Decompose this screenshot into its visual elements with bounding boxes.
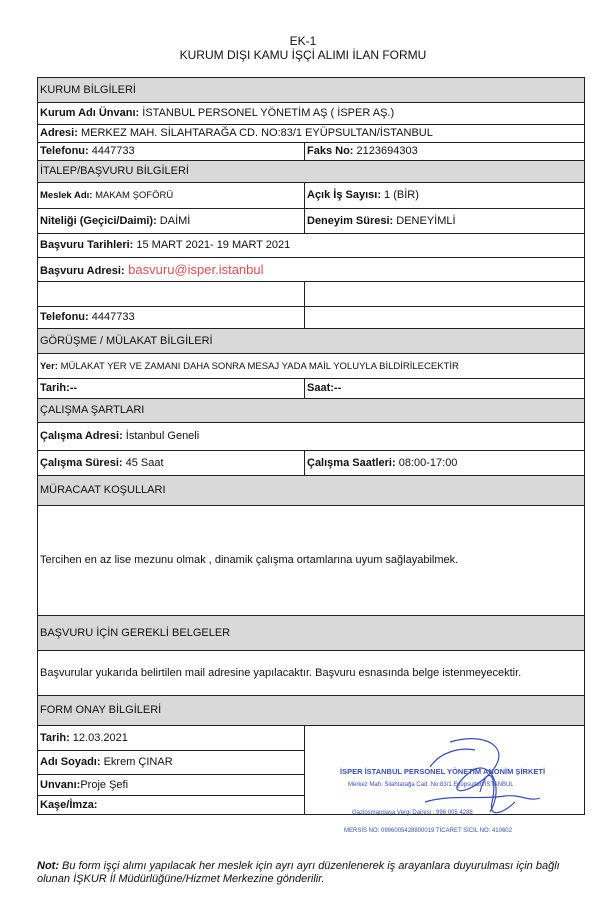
mulakat-tarih-cell: Tarih:-- [38,379,305,399]
kurum-adres-cell: Adresi: MERKEZ MAH. SİLAHTARAĞA CD. NO:83/1 EYÜPSULTAN/İSTANBUL [38,125,585,143]
empty-cell-right [305,282,585,307]
meslek-cell: Meslek Adı: MAKAM ŞOFÖRÜ [38,183,305,209]
talep-tel-cell: Telefonu: 4447733 [38,307,305,329]
onay-unvan-cell: Unvanı:Proje Şefi [38,775,305,796]
footer-note: Not: Bu form işçi alımı yapılacak her meslek için ayrı ayrı düzenlenerek iş arayanlara duyurulması için bağlı olunan İŞKUR İl Müdürlüğüne/Hizmet Merkezine gönderilir. [37,860,560,885]
kurum-section [38,78,585,103]
kurum-faks-cell: Faks No: 2123694303 [305,143,585,161]
acik-is-cell: Açık İş Sayısı: 1 (BİR) [305,183,585,209]
onay-ad-cell: Adı Soyadı: Ekrem ÇINAR [38,751,305,775]
kurum-section-title: KURUM BİLGİLERİ [38,78,585,103]
onay-tarih-cell: Tarih: 12.03.2021 [38,726,305,751]
form-table-top [37,77,585,815]
gorusme-section-title: GÖRÜŞME / MÜLAKAT BİLGİLERİ [38,329,585,354]
stamp-line2: Merkez Mah. Silahtarağa Cad. No:83/1 Eyüpsultan/İSTANBUL [348,782,514,788]
calisma-sure-cell: Çalışma Süresi: 45 Saat [38,451,305,476]
form-code: EK-1 [289,34,317,48]
basvuru-tarih-cell: Başvuru Tarihleri: 15 MART 2021- 19 MART 2021 [38,234,585,258]
kase-imza-cell: Kaşe/İmza: [38,796,305,815]
calisma-adres-cell: Çalışma Adresi: İstanbul Geneli [38,423,585,451]
muracaat-section-title: MÜRACAAT KOŞULLARI [38,476,585,506]
form-title: KURUM DIŞI KAMU İŞÇİ ALIMI İLAN FORMU [179,48,427,62]
mulakat-saat-cell: Saat:-- [305,379,585,399]
muracaat-text-cell: Tercihen en az lise mezunu olmak , dinamik çalışma ortamlarına uyum sağlayabilmek. [38,506,585,616]
empty-cell-left [38,282,305,307]
stamp-line1: İSPER İSTANBUL PERSONEL YÖNETİM ANONİM ŞİRKETİ [340,767,546,776]
basvuru-adres-cell: Başvuru Adresi: basvuru@isper.istanbul [38,258,585,282]
calisma-saat-cell: Çalışma Saatleri: 08:00-17:00 [305,451,585,476]
talep-tel-right-cell [305,307,585,329]
stamp-cell [305,726,585,815]
mulakat-yer-cell: Yer: MÜLAKAT YER VE ZAMANI DAHA SONRA MESAJ YADA MAİL YOLUYLA BİLDİRİLECEKTİR [38,354,585,379]
belgeler-section-title: BAŞVURU İÇİN GEREKLİ BELGELER [38,616,585,651]
belgeler-text-cell: Başvurular yukarıda belirtilen mail adresine yapılacaktır. Başvuru esnasında belge istenmeyecektir. [38,651,585,696]
calisma-section-title: ÇALIŞMA ŞARTLARI [38,399,585,423]
kurum-tel-cell: Telefonu: 4447733 [38,143,305,161]
stamp-line3: Gaziosmanpaşa Vergi Dairesi : 996 005 4288 [352,810,473,816]
deneyim-cell: Deneyim Süresi: DENEYİMLİ [305,209,585,234]
onay-section-title: FORM ONAY BİLGİLERİ [38,696,585,726]
talep-section-title: İTALEP/BAŞVURU BİLGİLERİ [38,161,585,183]
nitelik-cell: Niteliği (Geçici/Daimi): DAİMİ [38,209,305,234]
kurum-unvan-cell: Kurum Adı Ünvanı: İSTANBUL PERSONEL YÖNETİM AŞ ( İSPER AŞ.) [38,103,585,125]
stamp-line4: MERSİS NO: 0996005428800019 TİCARET SİCİL NO: 410602 [344,828,512,834]
